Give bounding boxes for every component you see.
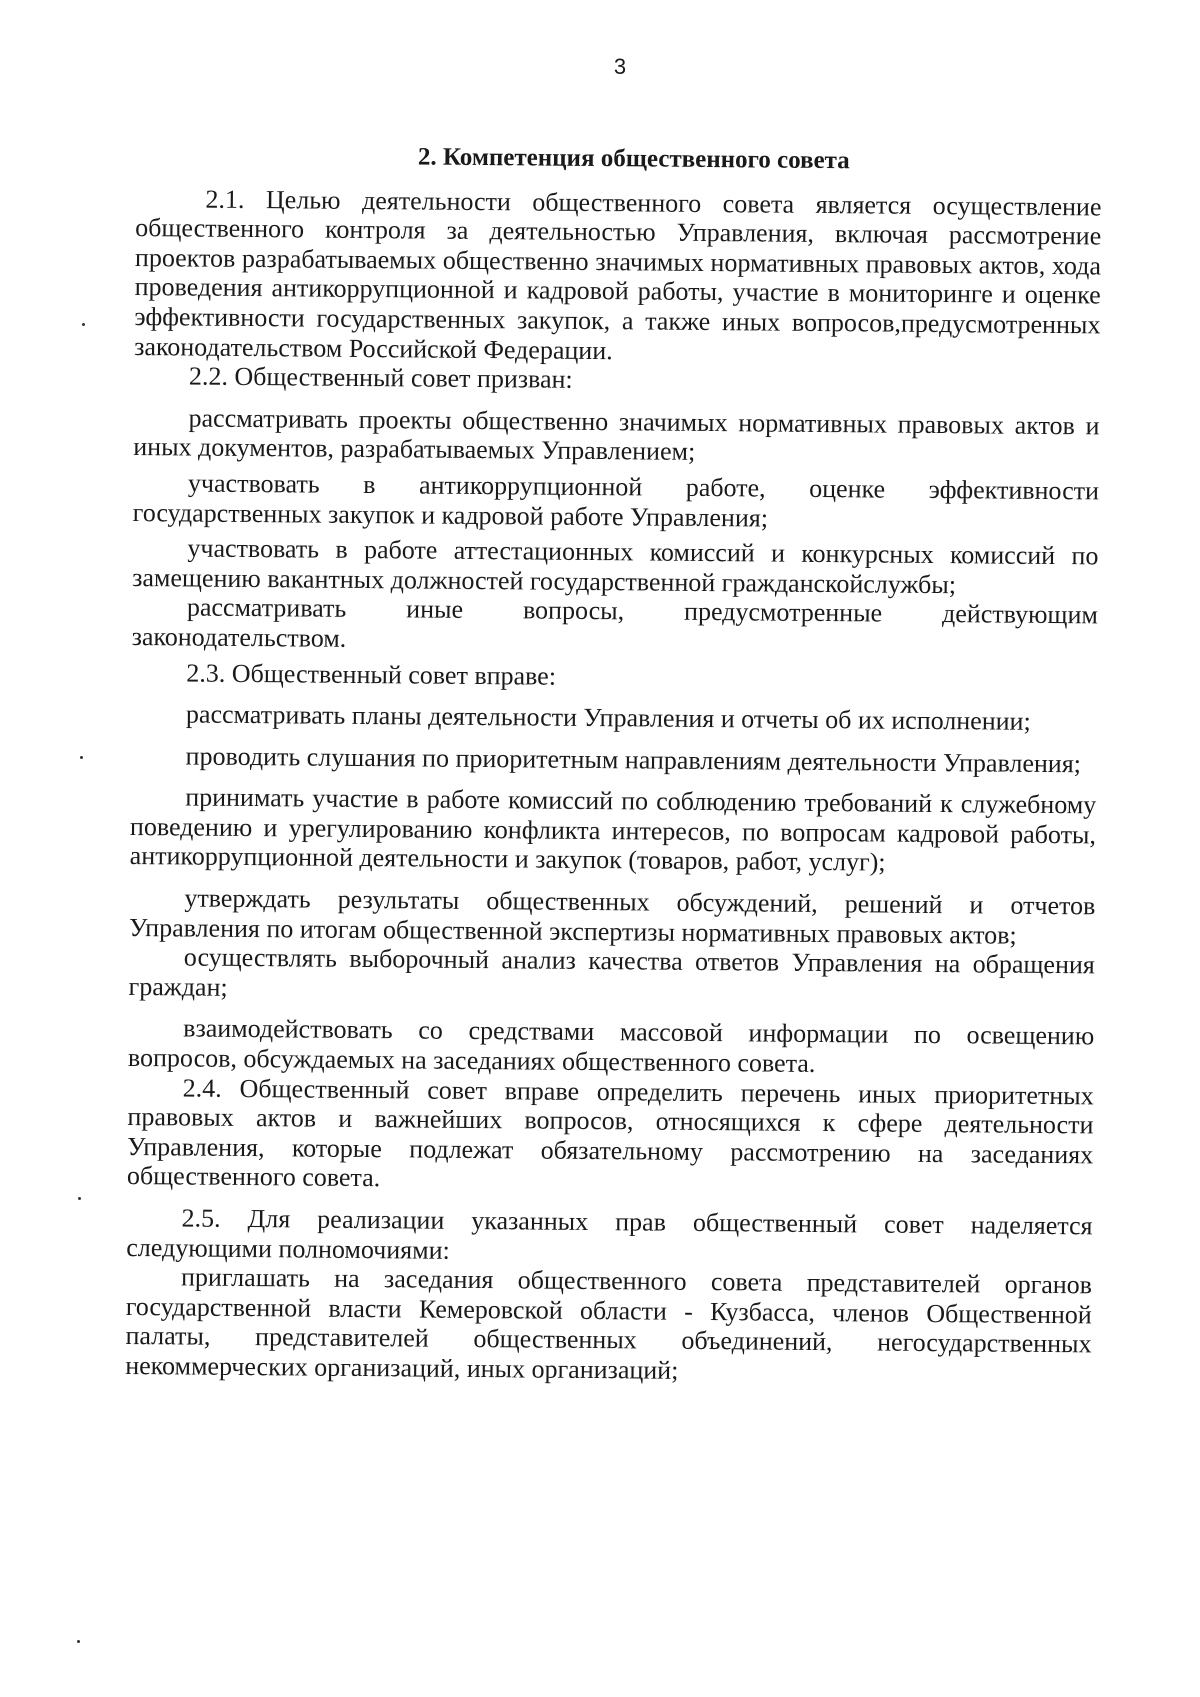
list-item: осуществлять выборочный анализ качества ответов Управления на обращения граждан; (128, 942, 1095, 1002)
list-item: утверждать результаты общественных обсуждений, решений и отчетов Управления по итогам общественной экспертизы нормативных правовых актов; (129, 883, 1096, 950)
scan-speck (80, 756, 83, 759)
list-item: проводить слушания по приоритетным направлениям деятельности Управления; (185, 741, 1082, 778)
scan-speck (82, 323, 85, 326)
list-item: участвовать в работе аттестационных комиссий и конкурсных комиссий по замещению вакантных должностей государственной гражданскойслужбы; (132, 533, 1099, 599)
document-body (125, 140, 1102, 1389)
page-number: 3 (613, 54, 627, 79)
paragraph-2-2: 2.2. Общественный совет призван: (188, 361, 573, 394)
scan-speck (77, 1640, 80, 1643)
paragraph-2-3: 2.3. Общественный совет вправе: (186, 657, 557, 691)
list-item: рассматривать проекты общественно значимых нормативных правовых актов и иных документов, разрабатываемых Управлением; (133, 403, 1100, 467)
paragraph-2-1: 2.1. Целью деятельности общественного совета является осуществление общественного контроля за деятельностью Управления, включая рассмотрение проектов разрабатываемых общественно значимых нормативных правовых актов, хода проведения антикоррупционной и кадровой работы, участие в мониторинге и оценке эффективности государственных закупок, а также иных вопросов,предусмотренных законодательством Российской Федерации. (134, 184, 1102, 365)
paragraph-2-4: 2.4. Общественный совет вправе определить перечень иных приоритетных правовых актов и важнейших вопросов, относящихся к сфере деятельности Управления, которые подлежат обязательному рассмотрению на заседаниях общественного совета. (126, 1073, 1094, 1193)
paragraph-2-5: 2.5. Для реализации указанных прав общественный совет наделяется следующими полномочиями: (126, 1203, 1093, 1265)
list-item: приглашать на заседания общественного совета представителей органов государственной власти Кемеровской области - Кузбасса, членов Общественной палаты, представителей общественных объединений, негосударственных некоммерческих организаций, иных организаций; (125, 1262, 1093, 1385)
list-item: участвовать в антикоррупционной работе, оценке эффективности государственных закупок и кадровой работе Управления; (132, 468, 1100, 533)
list-item: рассматривать иные вопросы, предусмотренные действующим законодательством. (131, 592, 1099, 653)
section-title: 2. Компетенция общественного совета (417, 143, 850, 175)
list-item: рассматривать планы деятельности Управления и отчеты об их исполнении; (185, 699, 1031, 736)
list-item: взаимодействовать со средствами массовой информации по освещению вопросов, обсуждаемых на заседаниях общественного совета. (127, 1013, 1095, 1078)
list-item: принимать участие в работе комиссий по соблюдению требований к служебному поведению и урегулированию конфликта интересов, по вопросам кадровой работы, антикоррупционной деятельности и закупок (товаров, работ, услуг); (129, 782, 1097, 878)
scan-speck (78, 1197, 81, 1200)
